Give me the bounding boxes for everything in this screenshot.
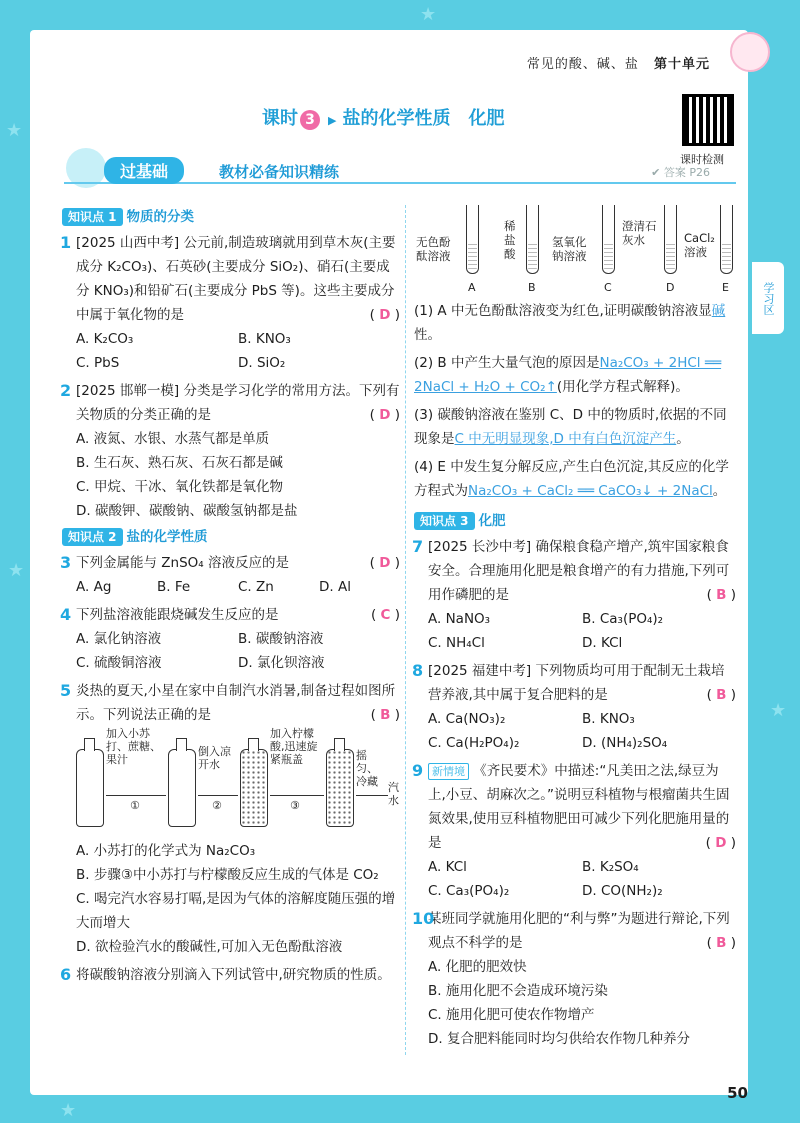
arrow — [106, 795, 166, 796]
bottle-icon — [240, 749, 268, 827]
star-decoration: ★ — [8, 560, 25, 581]
lesson-title — [262, 104, 504, 130]
section-banner — [64, 160, 736, 184]
banner-tag: 过基础 — [104, 157, 184, 184]
figure-label: 倒入凉开水 — [198, 745, 231, 771]
lesson-prefix: 课时 — [262, 108, 298, 129]
kp-badge: 知识点 3 — [414, 512, 475, 530]
tube-letter: A — [468, 281, 476, 294]
arrow — [270, 795, 324, 796]
question-number: 4 — [60, 605, 72, 624]
q6-part-3: (3) 碳酸钠溶液在鉴别 C、D 中的物质时,依据的不同现象是C 中无明显现象,D 中有白色沉淀产生。 — [414, 407, 727, 447]
question-text: [2025 邯郸一模] 分类是学习化学的常用方法。下列有关物质的分类正确的是 — [76, 383, 400, 423]
option: B. 施用化肥不会造成环境污染 — [428, 983, 608, 999]
page-number: 50 — [727, 1084, 748, 1102]
check-icon: ✔ — [651, 166, 664, 179]
header-topic: 常见的酸、碱、盐 — [526, 57, 639, 72]
option: B. K₂SO₄ — [582, 859, 639, 875]
figure-label: 摇匀、冷藏 — [356, 749, 378, 788]
question-number: 2 — [60, 381, 72, 400]
question-text: 将碳酸钠溶液分别滴入下列试管中,研究物质的性质。 — [76, 967, 391, 983]
options — [62, 327, 400, 375]
question-text: [2025 长沙中考] 确保粮食稳产增产,筑牢国家粮食安全。合理施用化肥是粮食增产的有力措施,下列可用作磷肥的是 — [428, 539, 730, 603]
answer-reference: ✔ 答案 P26 — [651, 166, 710, 179]
knowledge-point-heading — [62, 525, 400, 549]
option: A. 氯化钠溶液 — [76, 631, 162, 647]
left-column — [62, 205, 400, 987]
test-tube-icon — [602, 205, 615, 274]
question-2 — [62, 379, 400, 427]
lesson-name: 盐的化学性质 化肥 — [342, 108, 505, 129]
figure-label: 汽水 — [388, 781, 399, 807]
side-tab[interactable]: 学习区 — [752, 262, 784, 334]
answer-mark: ( B ) — [706, 687, 736, 703]
question-6 — [62, 963, 400, 987]
option: A. 小苏打的化学式为 Na₂CO₃ — [76, 843, 256, 859]
option: D. CO(NH₂)₂ — [582, 883, 663, 899]
answer-mark: ( D ) — [369, 307, 400, 323]
figure-step-number: ③ — [290, 799, 300, 812]
question-number: 5 — [60, 681, 72, 700]
options — [62, 627, 400, 675]
option: B. Fe — [157, 579, 191, 595]
option: D. SiO₂ — [238, 355, 286, 371]
option: D. Al — [319, 579, 351, 595]
option: A. NaNO₃ — [428, 611, 491, 627]
running-header — [527, 53, 710, 72]
option: D. 碳酸钾、碳酸钠、碳酸氢钠都是盐 — [76, 503, 298, 519]
kp-badge: 知识点 2 — [62, 528, 123, 546]
qr-caption: 课时检测 — [680, 153, 724, 166]
test-tube-icon — [466, 205, 479, 274]
question-8 — [414, 659, 736, 707]
tube-label: 无色酚酞溶液 — [416, 235, 451, 263]
option: D. KCl — [582, 635, 623, 651]
qr-code-icon[interactable] — [682, 94, 734, 146]
arrow — [198, 795, 238, 796]
question-10 — [414, 907, 736, 955]
question-text: 《齐民要术》中描述:“凡美田之法,绿豆为上,小豆、胡麻次之。”说明豆科植物与根瘤菌共生固氮效果,使用豆科植物肥田可减少下列化肥施用量的是 — [428, 763, 730, 851]
tube-label: 氢氧化钠溶液 — [552, 235, 587, 263]
option: A. K₂CO₃ — [76, 331, 134, 347]
header-unit: 第十单元 — [653, 57, 710, 72]
triangle-icon: ▶ — [328, 114, 337, 127]
question-number: 1 — [60, 233, 72, 252]
question-text: 炎热的夏天,小星在家中自制汽水消暑,制备过程如图所示。下列说法正确的是 — [76, 683, 396, 723]
tube-letter: D — [666, 281, 675, 294]
star-decoration: ★ — [6, 120, 23, 141]
option: B. Ca₃(PO₄)₂ — [582, 611, 664, 627]
column-divider — [405, 205, 406, 1055]
lesson-number: 3 — [300, 110, 320, 130]
mascot-badge-icon — [730, 32, 770, 72]
answer-mark: ( C ) — [370, 607, 400, 623]
question-number: 6 — [60, 965, 72, 984]
question-number: 7 — [412, 537, 424, 556]
answer-mark: ( D ) — [369, 555, 400, 571]
tube-letter: E — [722, 281, 729, 294]
figure-label: 加入小苏打、蔗糖、果汁 — [106, 727, 161, 766]
tube-letter: C — [604, 281, 612, 294]
option: D. 氯化钡溶液 — [238, 655, 325, 671]
bottle-icon — [168, 749, 196, 827]
question-text: 某班同学就施用化肥的“利与弊”为题进行辩论,下列观点不科学的是 — [428, 911, 730, 951]
question-text: 下列盐溶液能跟烧碱发生反应的是 — [76, 607, 279, 623]
tube-letter: B — [528, 281, 536, 294]
question-1 — [62, 231, 400, 327]
arrow — [356, 795, 388, 796]
right-column — [414, 205, 736, 1051]
option: A. Ca(NO₃)₂ — [428, 711, 506, 727]
kp-title: 盐的化学性质 — [126, 529, 208, 545]
bottle-icon — [76, 749, 104, 827]
question-5 — [62, 679, 400, 727]
option: C. 硫酸铜溶液 — [76, 655, 162, 671]
question-text: [2025 山西中考] 公元前,制造玻璃就用到草木灰(主要成分 K₂CO₃)、石英砂(主要成分 SiO₂)、硝石(主要成分 KNO₃)和铅矿石(主要成分 PbS 等)。这些主要成分中属于氧化物的是 — [76, 235, 396, 323]
options — [414, 855, 736, 903]
options — [414, 707, 736, 755]
option: C. Ca₃(PO₄)₂ — [428, 883, 510, 899]
question-9 — [414, 759, 736, 855]
bottle-icon — [326, 749, 354, 827]
option: C. PbS — [76, 355, 120, 371]
answer-mark: ( B ) — [706, 935, 736, 951]
star-decoration: ★ — [60, 1100, 77, 1121]
question-3 — [62, 551, 400, 575]
filled-answer: C 中无明显现象,D 中有白色沉淀产生 — [454, 431, 677, 447]
answer-mark: ( D ) — [705, 835, 736, 851]
test-tubes-figure — [414, 205, 736, 295]
tube-label: CaCl₂溶液 — [684, 231, 715, 259]
knowledge-point-heading — [62, 205, 400, 229]
tube-label: 稀盐酸 — [504, 219, 516, 261]
test-tube-icon — [526, 205, 539, 274]
option: D. 欲检验汽水的酸碱性,可加入无色酚酞溶液 — [76, 939, 343, 955]
kp-title: 物质的分类 — [126, 209, 195, 225]
new-context-tag: 新情境 — [428, 763, 469, 780]
option: A. Ag — [76, 579, 112, 595]
option: A. 液氮、水银、水蒸气都是单质 — [76, 431, 270, 447]
option: B. 步骤③中小苏打与柠檬酸反应生成的气体是 CO₂ — [76, 867, 379, 883]
knowledge-point-heading — [414, 509, 736, 533]
option: B. 碳酸钠溶液 — [238, 631, 324, 647]
option: C. 施用化肥可使农作物增产 — [428, 1007, 595, 1023]
option: C. Ca(H₂PO₄)₂ — [428, 735, 520, 751]
option: B. 生石灰、熟石灰、石灰石都是碱 — [76, 455, 283, 471]
answer-mark: ( B ) — [706, 587, 736, 603]
star-decoration: ★ — [420, 4, 437, 25]
question-number: 9 — [412, 761, 424, 780]
option: B. KNO₃ — [238, 331, 291, 347]
soda-process-figure — [76, 727, 400, 839]
filled-answer: Na₂CO₃ + 2HCl ══ 2NaCl + H₂O + CO₂↑ — [414, 355, 722, 395]
question-7 — [414, 535, 736, 607]
kp-title: 化肥 — [478, 513, 506, 529]
option: C. 甲烷、干冰、氧化铁都是氧化物 — [76, 479, 284, 495]
question-4 — [62, 603, 400, 627]
options — [414, 607, 736, 655]
question-text: [2025 福建中考] 下列物质均可用于配制无土栽培营养液,其中属于复合肥料的是 — [428, 663, 725, 703]
figure-step-number: ① — [130, 799, 140, 812]
question-text: 下列金属能与 ZnSO₄ 溶液反应的是 — [76, 555, 289, 571]
option: A. KCl — [428, 859, 467, 875]
tube-label: 澄清石灰水 — [622, 219, 657, 247]
option: A. 化肥的肥效快 — [428, 959, 527, 975]
question-number: 10 — [412, 909, 435, 928]
figure-label: 加入柠檬酸,迅速旋紧瓶盖 — [270, 727, 318, 766]
filled-answer: Na₂CO₃ + CaCl₂ ══ CaCO₃↓ + 2NaCl — [468, 483, 713, 499]
star-decoration: ★ — [770, 700, 787, 721]
kp-badge: 知识点 1 — [62, 208, 123, 226]
banner-subtitle: 教材必备知识精练 — [219, 163, 340, 181]
filled-answer: 碱 — [711, 303, 726, 319]
option: C. Zn — [238, 579, 274, 595]
q6-part-2: (2) B 中产生大量气泡的原因是Na₂CO₃ + 2HCl ══ 2NaCl + H₂O + CO₂↑(用化学方程式解释)。 — [414, 355, 722, 395]
test-tube-icon — [664, 205, 677, 274]
options — [62, 575, 400, 599]
question-number: 8 — [412, 661, 424, 680]
answer-mark: ( D ) — [369, 407, 400, 423]
answer-mark: ( B ) — [370, 707, 400, 723]
option: B. KNO₃ — [582, 711, 635, 727]
test-tube-icon — [720, 205, 733, 274]
question-number: 3 — [60, 553, 72, 572]
option: D. (NH₄)₂SO₄ — [582, 735, 668, 751]
q6-part-4: (4) E 中发生复分解反应,产生白色沉淀,其反应的化学方程式为Na₂CO₃ + CaCl₂ ══ CaCO₃↓ + 2NaCl。 — [414, 459, 729, 499]
option: C. 喝完汽水容易打嗝,是因为气体的溶解度随压强的增大而增大 — [76, 891, 396, 931]
figure-step-number: ② — [212, 799, 222, 812]
option: C. NH₄Cl — [428, 635, 485, 651]
option: D. 复合肥料能同时均匀供给农作物几种养分 — [428, 1031, 690, 1047]
q6-part-1: (1) A 中无色酚酞溶液变为红色,证明碳酸钠溶液显碱性。 — [414, 303, 726, 343]
